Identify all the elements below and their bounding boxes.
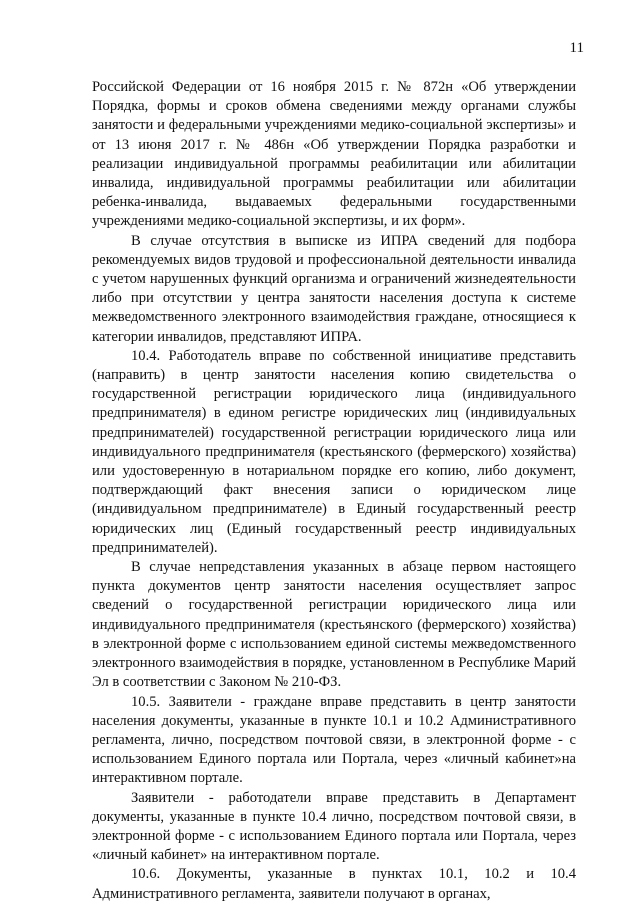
paragraph-non-submission: В случае непредставления указанных в абзаце первом настоящего пункта документов центр занятости населения осуществляет запрос сведений о государственной регистрации юридического лица или индивидуального предпринимателя (крестьянского (фермерского) хозяйства) в электронной форме с использованием единой системы межведомственного электронного взаимодействия в порядке, установленном в Республике Марий Эл в соответствии с Законом № 210-ФЗ. (92, 559, 576, 691)
document-body (92, 78, 576, 904)
paragraph-continuation: Российской Федерации от 16 ноября 2015 г. № 872н «Об утверждении Порядка, формы и сроков обмена сведениями между органами службы занятости и федеральными учреждениями медико-социальной экспертизы» и от 13 июня 2017 г. № 486н «Об утверждении Порядка разработки и реализации индивидуальной программы реабилитации или абилитации инвалида, индивидуальной программы реабилитации или абилитации ребенка-инвалида, выдаваемых федеральными государственными учреждениями медико-социальной экспертизы, и их форм». (92, 79, 576, 230)
page-number: 11 (569, 40, 584, 56)
paragraph-employers: Заявители - работодатели вправе представить в Департамент документы, указанные в пункте 10.4 лично, посредством почтовой связи, в электронной форме - с использованием Единого портала или Портала, через «личный кабинет» на интерактивном портале. (92, 789, 576, 864)
paragraph-10-5: 10.5. Заявители - граждане вправе представить в центр занятости населения документы, указанные в пункте 10.1 и 10.2 Административного регламента, лично, посредством почтовой связи, в электронной форме - с использованием Единого портала или Портала, через «личный кабинет»на интерактивном портале. (92, 693, 576, 787)
paragraph-10-6: 10.6. Документы, указанные в пунктах 10.1, 10.2 и 10.4 Административного регламента, заявители получают в органах, (92, 866, 576, 902)
paragraph-ipra-absence: В случае отсутствия в выписке из ИПРА сведений для подбора рекомендуемых видов трудовой и профессиональной деятельности инвалида с учетом нарушенных функций организма и ограничений жизнедеятельности либо при отсутствии у центра занятости населения доступа к системе межведомственного электронного взаимодействия граждане, относящиеся к категории инвалидов, представляют ИПРА. (92, 232, 576, 345)
paragraph-10-4: 10.4. Работодатель вправе по собственной инициативе представить (направить) в центр занятости населения копию свидетельства о государственной регистрации юридического лица (индивидуального предпринимателя) в едином регистре юридических лиц (индивидуальных предпринимателей) государственной регистрации юридического лица или индивидуального предпринимателя (крестьянского (фермерского) хозяйства) или удостоверенную в нотариальном порядке его копию, либо документ, подтверждающий факт внесения записи о юридическом лице (индивидуальном предпринимателе) в Единый государственный реестр юридических лиц (Единый государственный реестр индивидуальных предпринимателей). (92, 347, 576, 556)
